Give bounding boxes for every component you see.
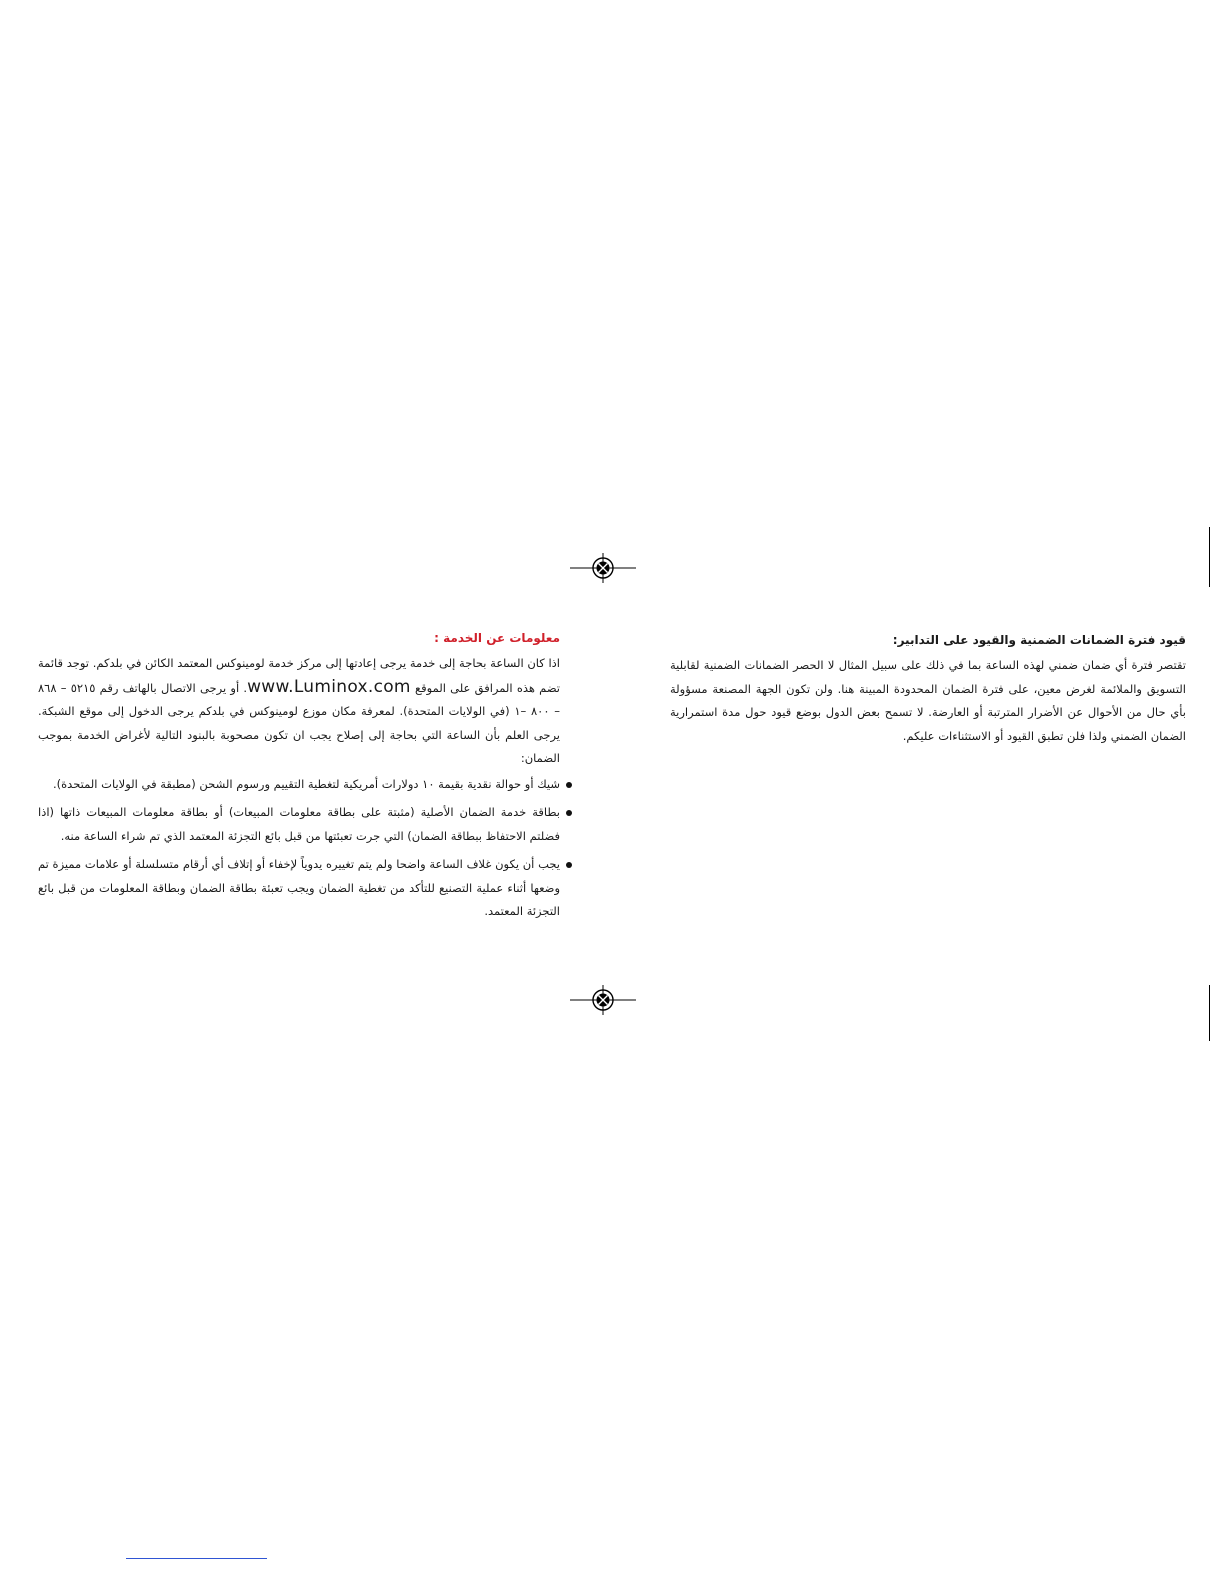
list-item-text: يجب أن يكون غلاف الساعة واضحا ولم يتم تغييره يدوياً لإخفاء أو إتلاف أي أرقام متسلسلة أو علامات مميزة تم وضعها أثناء عملية التصنيع للتأكد من تغطية الضمان ويجب تعبئة بطاقة الضمان وبطاقة المعلومات من قبل بائع التجزئة المعتمد. (38, 857, 560, 918)
list-item (38, 773, 560, 797)
registration-mark-icon (570, 985, 636, 1015)
service-section (38, 628, 560, 929)
service-heading: معلومات عن الخدمة : (434, 631, 560, 645)
service-intro-text: اذا كان الساعة بحاجة إلى خدمة يرجى إعادتها إلى مركز خدمة لومينوكس المعتمد الكائن في بلدكم. توجد قائمة تضم هذه المرافق على الموقع (38, 656, 560, 695)
bullet-icon (566, 862, 572, 868)
list-item-text: بطاقة خدمة الضمان الأصلية (مثبتة على بطاقة معلومات المبيعات) أو بطاقة معلومات المبيعات ذاتها (اذا فضلتم الاحتفاظ ببطاقة الضمان) التي جرت تعبئتها من قبل بائع التجزئة المعتمد الذي تم شراء الساعة منه. (38, 805, 560, 843)
bottom-rule (126, 1558, 267, 1559)
bullet-icon (566, 782, 572, 788)
trim-line (1209, 985, 1210, 1041)
list-item-text: شيك أو حوالة نقدية بقيمة ١٠ دولارات أمريكية لتغطية التقييم ورسوم الشحن (مطبقة في الولايات المتحدة). (53, 776, 560, 791)
required-items-list (38, 773, 560, 924)
bullet-icon (566, 810, 572, 816)
limitations-heading: قيود فترة الضمانات الضمنية والقيود على التدابير: (892, 633, 1186, 647)
limitations-body: تقتصر فترة أي ضمان ضمني لهذه الساعة بما في ذلك على سبيل المثال لا الحصر الضمانات الضمنية لقابلية التسويق والملائمة لغرض معين، على فترة الضمان المحدودة المبينة هنا. ولن تكون الجهة المصنعة مسؤولة بأي حال من الأحوال عن الأضرار المترتبة أو العارضة. لا تسمح بعض الدول بوضع قيود حول مدة استمرارية الضمان الضمني ولذا فلن تطبق القيود أو الاستثناءات عليكم. (670, 658, 1186, 743)
list-item (38, 801, 560, 848)
list-item (38, 853, 560, 924)
trim-line (1209, 527, 1210, 587)
registration-mark-icon (570, 553, 636, 583)
limitations-section (670, 630, 1186, 748)
service-intro (38, 652, 560, 771)
service-intro-text-continued: . أو يرجى الاتصال بالهاتف رقم ٥٢١٥ – ٨٦٨ – ٨٠٠ –١ (في الولايات المتحدة). لمعرفة مكان موزع لومينوكس في بلدكم يرجى الدخول إلى موقع الشبكة. يرجى العلم بأن الساعة التي بحاجة إلى إصلاح يجب ان تكون مصحوبة بالبنود التالية لأغراض الخدمة بموجب الضمان: (38, 680, 560, 765)
website-link[interactable]: www.Luminox.com (247, 676, 411, 697)
